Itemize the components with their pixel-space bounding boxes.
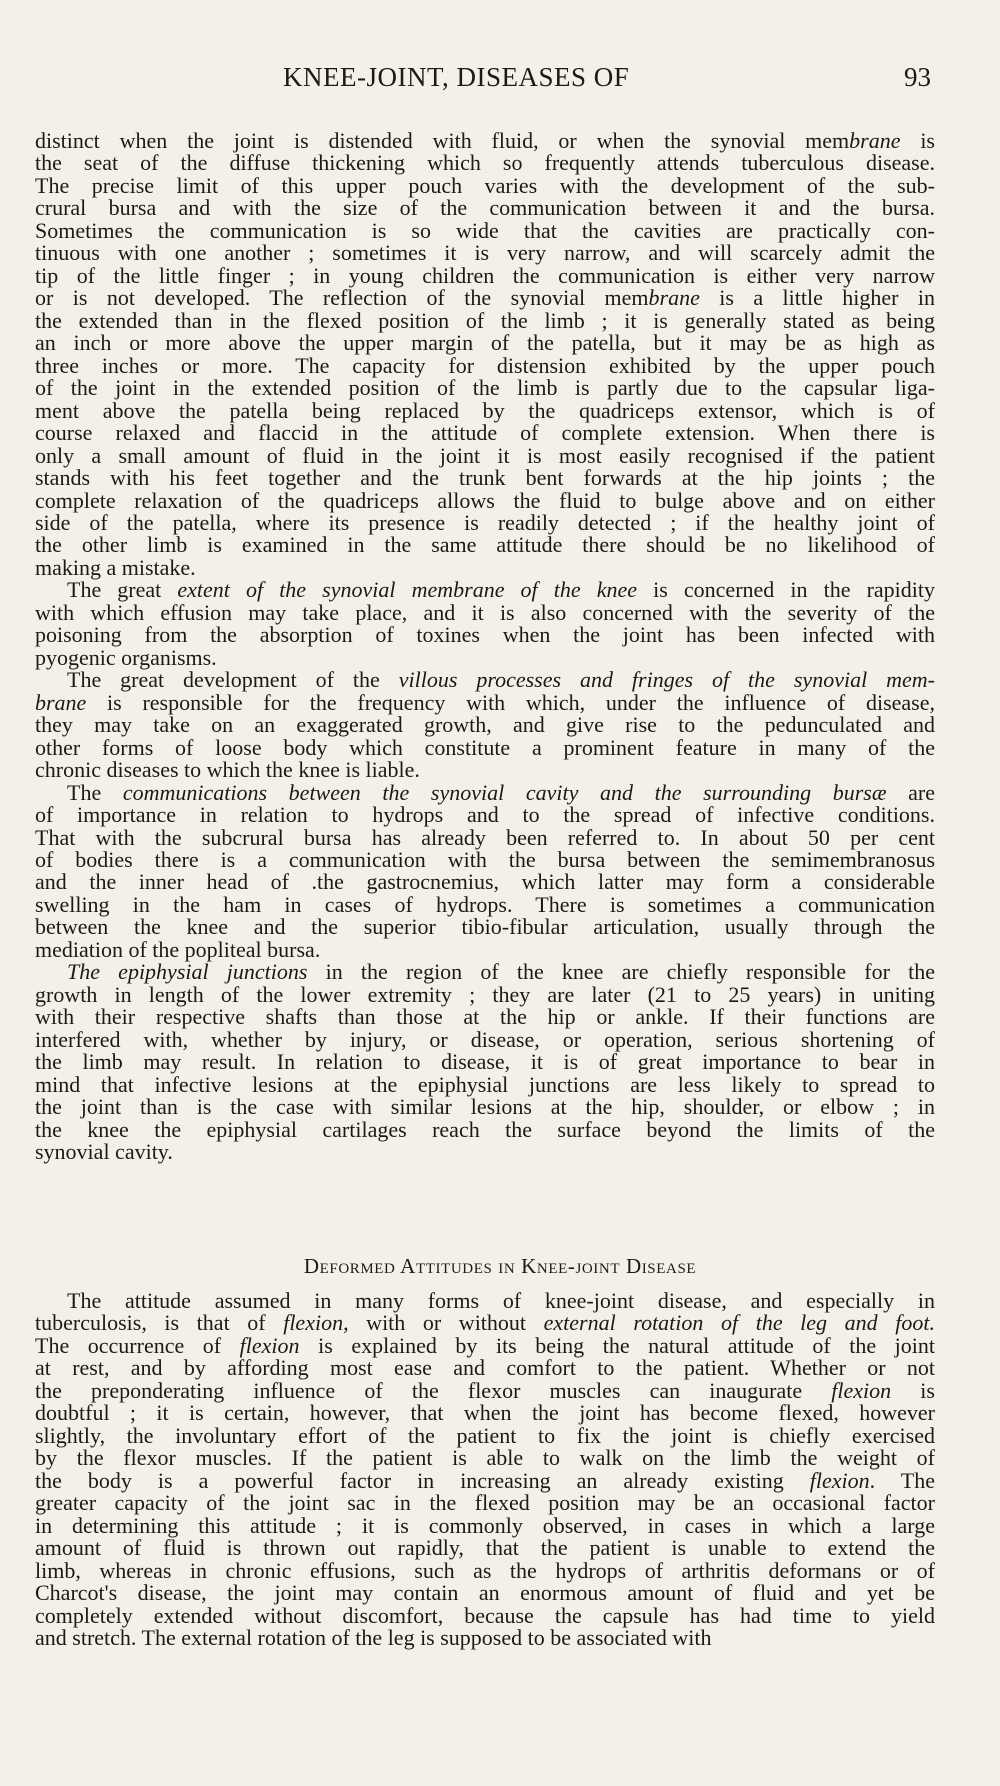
text-line: in determining this attitude ; it is commonly observed, in cases in which a large <box>35 1512 935 1538</box>
text-line: with which effusion may take place, and it is also concerned with the severity of the <box>35 599 935 625</box>
text-line: they may take on an exaggerated growth, and give rise to the pedunculated and <box>35 712 935 738</box>
text-line: stands with his feet together and the trunk bent forwards at the hip joints ; the <box>35 465 935 491</box>
text-line: at rest, and by affording most ease and comfort to the patient. Whether or not <box>35 1355 935 1381</box>
text-line: three inches or more. The capacity for distension exhibited by the upper pouch <box>35 352 935 378</box>
body-paragraph <box>35 130 935 579</box>
text-line: with their respective shafts than those at the hip or ankle. If their functions are <box>35 1004 935 1030</box>
text-line: between the knee and the superior tibio-fibular articulation, usually through the <box>35 914 935 940</box>
text-line: limb, whereas in chronic effusions, such as the hydrops of arthritis deformans or of <box>35 1557 935 1583</box>
text-line: synovial cavity. <box>35 1139 173 1165</box>
page-number: 93 <box>904 62 931 92</box>
text-line: other forms of loose body which constitute a prominent feature in many of the <box>35 734 935 760</box>
text-line: the knee the epiphysial cartilages reach the surface beyond the limits of the <box>35 1116 935 1142</box>
text-line: interfered with, whether by injury, or disease, or operation, serious shortening of <box>35 1026 935 1052</box>
text-line: of the joint in the extended position of the limb is partly due to the capsular liga- <box>35 375 935 401</box>
text-line: The attitude assumed in many forms of knee-joint disease, and especially in <box>67 1288 935 1313</box>
text-line: greater capacity of the joint sac in the flexed position may be an occasional factor <box>35 1490 935 1516</box>
text-line: tinuous with one another ; sometimes it is very narrow, and will scarcely admit the <box>35 240 935 266</box>
section-paragraph <box>35 1290 935 1650</box>
text-line: ment above the patella being replaced by the quadriceps extensor, which is of <box>35 397 935 423</box>
text-line: doubtful ; it is certain, however, that when the joint has become flexed, however <box>35 1400 935 1426</box>
text-line: the limb may result. In relation to disease, it is of great importance to bear in <box>35 1049 935 1075</box>
text-line: the body is a powerful factor in increasing an already existing flexion. The <box>35 1467 935 1493</box>
text-line: Charcot's disease, the joint may contain an enormous amount of fluid and yet be <box>35 1580 935 1606</box>
text-line: growth in length of the lower extremity ; they are later (21 to 25 years) in uniting <box>35 981 935 1007</box>
text-line: brane is responsible for the frequency with which, under the influence of disease, <box>35 689 935 715</box>
text-line: and the inner head of .the gastrocnemius, which latter may form a considerable <box>35 869 935 895</box>
text-line: complete relaxation of the quadriceps allows the fluid to bulge above and on either <box>35 487 935 513</box>
text-line: crural bursa and with the size of the communication between it and the bursa. <box>35 195 935 221</box>
text-line: the seat of the diffuse thickening which so frequently attends tuberculous disease. <box>35 150 935 176</box>
text-line: distinct when the joint is distended with fluid, or when the synovial membrane is <box>35 128 935 153</box>
text-line: mind that infective lesions at the epiphysial junctions are less likely to spread to <box>35 1071 935 1097</box>
text-line: tuberculosis, is that of flexion, with or without external rotation of the leg and foot. <box>35 1310 935 1336</box>
body-paragraph <box>35 779 936 962</box>
text-line: slightly, the involuntary effort of the patient to fix the joint is chiefly exercised <box>35 1422 935 1448</box>
text-line: by the flexor muscles. If the patient is able to walk on the limb the weight of <box>35 1445 935 1471</box>
text-line: The great development of the villous processes and fringes of the synovial mem- <box>67 667 935 693</box>
text-line: course relaxed and flaccid in the attitude of complete extension. When there is <box>35 420 935 446</box>
section-heading: Deformed Attitudes in Knee-joint Disease <box>303 1254 697 1278</box>
text-line: the extended than in the flexed position of the limb ; it is generally stated as being <box>35 307 935 333</box>
text-line: the other limb is examined in the same attitude there should be no likelihood of <box>35 532 935 558</box>
text-line: amount of fluid is thrown out rapidly, that the patient is unable to extend the <box>35 1535 935 1561</box>
running-head <box>0 62 1000 102</box>
text-line: of importance in relation to hydrops and to the spread of infective conditions. <box>35 802 935 828</box>
text-line: pyogenic organisms. <box>35 644 217 670</box>
text-line: The epiphysial junctions in the region of the knee are chiefly responsible for the <box>67 959 936 985</box>
text-line: side of the patella, where its presence is readily detected ; if the healthy joint of <box>35 509 935 535</box>
text-line: making a mistake. <box>35 554 196 580</box>
text-line: the joint than is the case with similar lesions at the hip, shoulder, or elbow ; in <box>35 1094 935 1120</box>
text-line: an inch or more above the upper margin of the patella, but it may be as high as <box>35 330 935 356</box>
body-paragraph <box>35 961 935 1163</box>
body-text-upper <box>35 130 935 1164</box>
text-line: The occurrence of flexion is explained by its being the natural attitude of the joint <box>35 1332 935 1358</box>
text-line: swelling in the ham in cases of hydrops. There is sometimes a communication <box>35 891 935 917</box>
text-line: The great extent of the synovial membrane of the knee is concerned in the rapidity <box>67 577 935 603</box>
text-line: completely extended without discomfort, because the capsule has had time to yield <box>35 1602 935 1628</box>
body-text-lower <box>35 1290 935 1650</box>
text-line: chronic diseases to which the knee is liable. <box>35 757 420 783</box>
body-paragraph <box>35 669 935 781</box>
text-line: That with the subcrural bursa has already been referred to. In about 50 per cent <box>35 824 935 850</box>
body-paragraph <box>35 579 935 669</box>
running-title: KNEE-JOINT, DISEASES OF <box>283 62 630 92</box>
text-line: Sometimes the communication is so wide that the cavities are practically con- <box>35 217 935 243</box>
text-line: of bodies there is a communication with the bursa between the semimembranosus <box>35 847 935 872</box>
text-line: and stretch. The external rotation of the leg is supposed to be associated with <box>35 1625 712 1651</box>
text-line: tip of the little finger ; in young children the communication is either very narrow <box>35 262 935 288</box>
text-line: mediation of the popliteal bursa. <box>35 936 321 962</box>
text-line: only a small amount of fluid in the joint it is most easily recognised if the patient <box>35 442 935 468</box>
text-line: poisoning from the absorption of toxines when the joint has been infected with <box>35 622 935 648</box>
text-line: The precise limit of this upper pouch varies with the development of the sub- <box>35 172 935 198</box>
text-line: The communications between the synovial cavity and the surrounding bursæ are <box>67 779 936 805</box>
text-line: the preponderating influence of the flexor muscles can inaugurate flexion is <box>35 1377 935 1403</box>
text-line: or is not developed. The reflection of the synovial membrane is a little higher in <box>35 285 935 311</box>
